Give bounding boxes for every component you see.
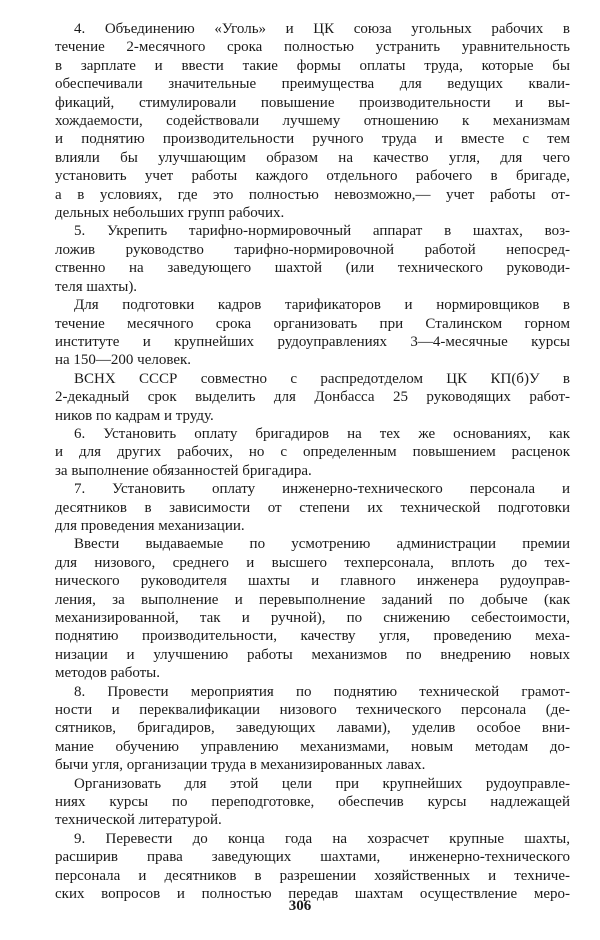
text-line: низации и улучшению работы механизмов по внедрению новых: [55, 646, 570, 663]
text-line: 2-декадный срок выделить для Донбасса 25 руководящих работ-: [55, 389, 570, 406]
text-line: теля шахты).: [55, 278, 138, 295]
text-line: расширив права заведующих шахтами, инженерно-технического: [55, 849, 570, 866]
text-line: 7. Установить оплату инженерно-технического персонала и: [74, 481, 570, 498]
text-line: фикаций, стимулировали повышение производительности и вы-: [55, 94, 570, 111]
text-line: Ввести выдаваемые по усмотрению администрации премии: [74, 536, 570, 553]
text-line: технической литературой.: [55, 812, 222, 829]
text-line: 4. Объединению «Уголь» и ЦК союза угольных рабочих в: [74, 21, 570, 37]
text-line: ниях курсы по переподготовке, обеспечив курсы надлежащей: [55, 794, 570, 811]
text-line: 6. Установить оплату бригадиров на тех же основаниях, как: [74, 425, 570, 442]
text-line: и поднятию производительности ручного труда и вместе с тем: [55, 131, 570, 148]
paragraph: [55, 222, 570, 296]
text-line: для низового, среднего и высшего техперсонала, вплоть до тех-: [55, 554, 570, 571]
paragraph: [55, 425, 570, 480]
text-line: десятников в зависимости от степени их технической подготовки: [55, 499, 570, 516]
paragraph: [55, 296, 570, 370]
text-line: 5. Укрепить тарифно-нормировочный аппарат в шахтах, воз-: [74, 223, 570, 240]
text-line: персонала и десятников в разрешении хозяйственных и техниче-: [55, 867, 570, 884]
paragraph: [55, 830, 570, 904]
text-line: а в условиях, где это полностью невозможно,— учет работы от-: [55, 186, 570, 203]
text-line: влияли бы улучшающим образом на качество угля, для чего: [55, 149, 570, 166]
paragraph: [55, 535, 570, 682]
text-line: течение 2-месячного срока полностью устранить уравнительность: [55, 39, 570, 56]
paragraph: [55, 683, 570, 775]
text-line: методов работы.: [55, 665, 161, 682]
text-line: бычи угля, организации труда в механизированных лавах.: [55, 757, 426, 774]
text-line: мание обучению управлению механизмами, новым методам до-: [55, 738, 570, 755]
text-line: на 150—200 человек.: [55, 352, 192, 369]
text-line: установить учет работы каждого отдельного рабочего в бригаде,: [55, 168, 570, 185]
text-line: хождаемости, содействовали лучшему отношению к механизмам: [55, 113, 570, 130]
text-line: для проведения механизации.: [55, 517, 245, 534]
paragraph: [55, 370, 570, 425]
text-line: дельных небольших групп рабочих.: [55, 205, 285, 222]
text-line: и для других рабочих, но с определенным повышением расценок: [55, 444, 570, 461]
text-line: нического руководителя шахты и главного инженера рудоуправ-: [55, 573, 570, 590]
text-line: 8. Провести мероприятия по поднятию технической грамот-: [74, 683, 570, 700]
text-line: ности и переквалификации низового технического персонала (де-: [55, 702, 570, 719]
text-line: сятников, бригадиров, заведующих лавами), уделив особое вни-: [55, 720, 570, 737]
text-line: институте и крупнейших рудоуправлениях 3—4-месячные курсы: [55, 333, 570, 350]
paragraph: [55, 775, 570, 830]
text-line: Для подготовки кадров тарификаторов и нормировщиков в: [74, 297, 570, 314]
text-line: ления, за выполнение и перевыполнение заданий по добыче (как: [55, 591, 570, 608]
text-line: 9. Перевести до конца года на хозрасчет крупные шахты,: [74, 830, 570, 847]
text-line: в зарплате и ввести такие формы оплаты труда, которые бы: [55, 57, 570, 74]
text-line: ложив руководство тарифно-нормировочной работой непосред-: [55, 241, 570, 258]
text-line: ских вопросов и полностью передав шахтам осуществление меро-: [55, 886, 570, 903]
text-line: механизированной, так и ручной), по снижению себестоимости,: [55, 610, 570, 626]
paragraph: [55, 20, 570, 222]
text-line: ников по кадрам и труду.: [55, 407, 214, 424]
text-line: Организовать для этой цели при крупнейших рудоуправле-: [74, 775, 570, 792]
text-line: за выполнение обязанностей бригадира.: [55, 462, 312, 479]
paragraph: [55, 480, 570, 535]
text-line: ВСНХ СССР совместно с распредотделом ЦК КП(б)У в: [74, 370, 570, 387]
page-number: 306: [288, 898, 312, 914]
text-line: поднятию производительности, качеству угля, проведению меха-: [55, 628, 570, 645]
text-line: ственно на заведующего шахтой (или технического руководи-: [55, 260, 570, 277]
page-body: [55, 20, 570, 904]
text-line: обеспечивали значительные преимущества для ведущих квали-: [55, 76, 570, 93]
text-line: течение месячного срока организовать при Сталинском горном: [55, 315, 570, 332]
